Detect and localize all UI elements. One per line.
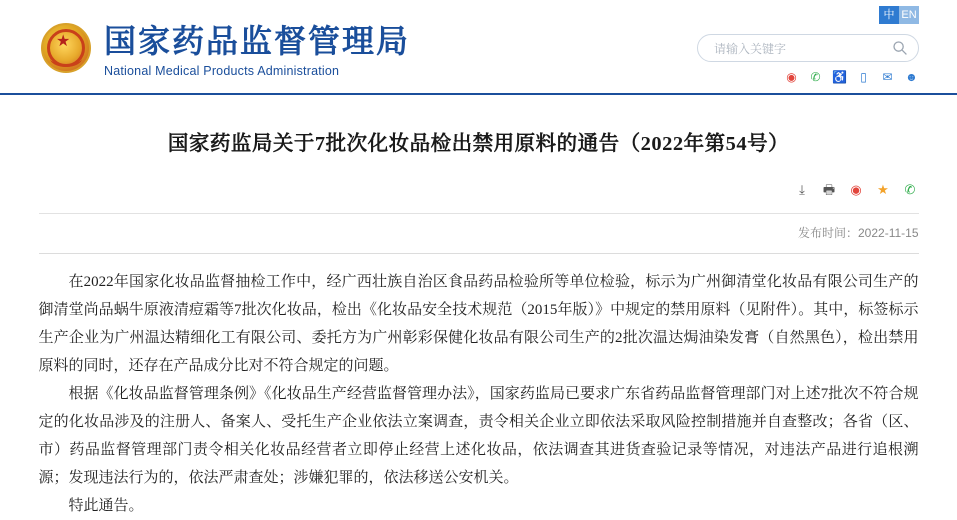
print-icon[interactable]: 🖶	[822, 182, 836, 197]
publish-time-value: 2022-11-15	[858, 226, 919, 240]
article-body	[39, 268, 919, 520]
paragraph-2: 根据《化妆品监督管理条例》《化妆品生产经营监督管理办法》，国家药监局已要求广东省药品监督管理部门对上述7批次不符合规定的化妆品涉及的注册人、备案人、受托生产企业依法立案调查，责令相关企业立即依法采取风险控制措施并自查整改；各省（区、市）药品监督管理部门责令相关化妆品经营者立即停止经营上述化妆品，依法调查其进货查验记录等情况，对违法产品进行追根溯源；发现违法行为的，依法严肃查处；涉嫌犯罪的，依法移送公安机关。	[38, 386, 919, 486]
page-title: 国家药监局关于7批次化妆品检出禁用原料的通告（2022年第54号）	[167, 133, 790, 155]
favorite-icon[interactable]: ★	[877, 182, 889, 197]
accessibility-icon[interactable]: ♿	[832, 70, 847, 84]
publish-time	[39, 224, 919, 241]
toolbar-divider	[39, 213, 919, 214]
search-icon[interactable]	[892, 40, 908, 56]
wechat-share-icon[interactable]: ✆	[904, 182, 916, 197]
weibo-share-icon[interactable]: ◉	[850, 182, 862, 197]
org-name-cn: 国家药品监督管理局	[104, 23, 411, 59]
header-quick-icons	[784, 70, 919, 85]
org-title-block	[104, 22, 410, 78]
article-toolbar	[39, 181, 919, 207]
paragraph-1: 在2022年国家化妆品监督抽检工作中，经广西壮族自治区食品药品检验所等单位检验，标示为广州御清堂化妆品有限公司生产的御清堂尚品蜗牛原液清痘霜等7批次化妆品，检出《化妆品安全技术规范（2015年版）》中规定的禁用原料（见附件）。其中，标签标示生产企业为广州温达精细化工有限公司、委托方为广州彰彩保健化妆品有限公司生产的2批次温达焗油染发膏（自然黑色），检出禁用原料的同时，还存在产品成分比对不符合规定的问题。	[38, 274, 919, 374]
language-switch[interactable]	[879, 6, 919, 24]
user-icon[interactable]: ☻	[905, 70, 918, 84]
mail-icon[interactable]: ✉	[882, 70, 893, 84]
wechat-icon[interactable]: ✆	[810, 70, 821, 84]
site-header	[0, 0, 957, 95]
national-emblem-icon: ★	[38, 20, 94, 76]
mobile-icon[interactable]: ▯	[860, 70, 867, 84]
content-divider	[39, 253, 919, 254]
lang-cn-button[interactable]: 中	[879, 6, 899, 24]
search-input[interactable]	[712, 35, 891, 63]
lang-en-button[interactable]: EN	[899, 6, 919, 24]
weibo-icon[interactable]: ◉	[786, 70, 797, 84]
search-box[interactable]	[697, 34, 919, 62]
publish-time-label: 发布时间：	[797, 226, 858, 240]
download-icon[interactable]: ⤓	[799, 182, 805, 197]
org-name-en: National Medical Products Administration	[104, 64, 340, 78]
paragraph-3: 特此通告。	[68, 498, 144, 514]
article	[39, 95, 919, 520]
